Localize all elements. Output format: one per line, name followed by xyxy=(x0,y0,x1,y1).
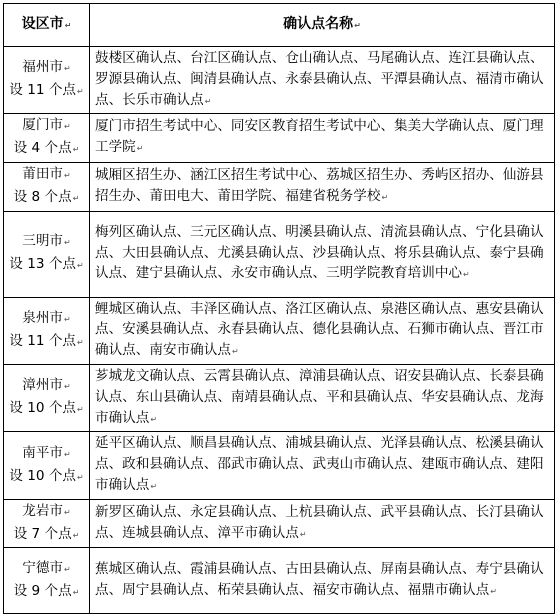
sites-list: 芗城龙文确认点、云霄县确认点、漳浦县确认点、诏安县确认点、长泰县确认点、东山县确认点、南靖县确认点、平和县确认点、华安县确认点、龙海市确认点 xyxy=(95,367,544,426)
sites-list: 蕉城区确认点、霞浦县确认点、古田县确认点、屏南县确认点、寿宁县确认点、周宁县确认点、柘荣县确认点、福安市确认点、福鼎市确认点 xyxy=(95,561,544,598)
paragraph-mark-icon: ↵ xyxy=(72,193,80,203)
sites-cell xyxy=(90,548,555,614)
paragraph-mark-icon: ↵ xyxy=(77,261,84,271)
city-name: 莆田市 xyxy=(22,165,64,182)
sites-cell xyxy=(90,297,555,364)
paragraph-mark-icon: ↵ xyxy=(136,144,144,154)
site-count: 设 10 个点 xyxy=(9,400,77,417)
city-name: 三明市 xyxy=(22,233,64,250)
paragraph-mark-icon: ↵ xyxy=(72,530,80,540)
paragraph-mark-icon: ↵ xyxy=(463,270,470,280)
site-count: 设 11 个点 xyxy=(9,332,77,349)
header-city-label: 设区市 xyxy=(21,15,64,32)
table-row xyxy=(4,499,555,548)
paragraph-mark-icon: ↵ xyxy=(354,20,361,30)
paragraph-mark-icon: ↵ xyxy=(72,587,80,597)
table-row xyxy=(4,432,555,499)
site-count: 设 13 个点 xyxy=(9,256,77,273)
paragraph-mark-icon: ↵ xyxy=(64,20,72,30)
city-name: 龙岩市 xyxy=(22,502,64,519)
site-count: 设 9 个点 xyxy=(13,582,72,599)
sites-cell xyxy=(90,432,555,499)
paragraph-mark-icon: ↵ xyxy=(77,87,84,97)
paragraph-mark-icon: ↵ xyxy=(64,565,71,575)
sites-cell xyxy=(90,364,555,431)
header-sites-cell xyxy=(90,4,555,47)
city-name: 泉州市 xyxy=(22,309,64,326)
city-cell xyxy=(4,297,90,364)
sites-list: 梅列区确认点、三元区确认点、明溪县确认点、清流县确认点、宁化县确认点、大田县确认点、尤溪县确认点、沙县确认点、将乐县确认点、泰宁县确认点、建宁县确认点、永安市确认点、三明学院教育培训中心 xyxy=(95,223,544,282)
sites-list: 厦门市招生考试中心、同安区教育招生考试中心、集美大学确认点、厦门理工学院 xyxy=(95,118,544,156)
paragraph-mark-icon: ↵ xyxy=(64,449,71,459)
city-cell xyxy=(4,114,90,163)
paragraph-mark-icon: ↵ xyxy=(64,382,71,392)
paragraph-mark-icon: ↵ xyxy=(64,64,71,74)
city-name: 宁德市 xyxy=(22,560,64,577)
header-city-cell xyxy=(4,4,90,47)
city-name: 福州市 xyxy=(22,59,64,76)
paragraph-mark-icon: ↵ xyxy=(77,337,84,347)
paragraph-mark-icon: ↵ xyxy=(64,170,71,180)
table-row xyxy=(4,211,555,297)
site-count: 设 7 个点 xyxy=(13,525,72,542)
header-row xyxy=(4,4,555,47)
site-count: 设 11 个点 xyxy=(9,82,77,99)
sites-list: 鲤城区确认点、丰泽区确认点、洛江区确认点、泉港区确认点、惠安县确认点、安溪县确认点、永春县确认点、德化县确认点、石狮市确认点、晋江市确认点、南安市确认点 xyxy=(95,300,544,359)
paragraph-mark-icon: ↵ xyxy=(204,96,212,106)
site-count: 设 4 个点 xyxy=(13,140,72,157)
table-row xyxy=(4,162,555,211)
table-row xyxy=(4,548,555,614)
sites-cell xyxy=(90,499,555,548)
table-row xyxy=(4,114,555,163)
table-row xyxy=(4,297,555,364)
paragraph-mark-icon: ↵ xyxy=(381,192,389,202)
sites-list: 延平区确认点、顺昌县确认点、浦城县确认点、光泽县确认点、松溪县确认点、政和县确认点、邵武市确认点、武夷山市确认点、建瓯市确认点、建阳市确认点 xyxy=(95,435,544,493)
confirmation-sites-table xyxy=(3,3,555,614)
paragraph-mark-icon: ↵ xyxy=(77,405,84,415)
sites-list: 鼓楼区确认点、台江区确认点、仓山确认点、马尾确认点、连江县确认点、罗源县确认点、闽清县确认点、永泰县确认点、平潭县确认点、福清市确认点、长乐市确认点 xyxy=(95,50,544,108)
table-row xyxy=(4,364,555,431)
sites-cell xyxy=(90,114,555,163)
city-cell xyxy=(4,162,90,211)
paragraph-mark-icon: ↵ xyxy=(64,314,71,324)
sites-cell xyxy=(90,47,555,114)
paragraph-mark-icon: ↵ xyxy=(150,481,158,491)
paragraph-mark-icon: ↵ xyxy=(64,238,71,248)
city-cell xyxy=(4,47,90,114)
sites-cell xyxy=(90,211,555,297)
paragraph-mark-icon: ↵ xyxy=(77,472,84,482)
paragraph-mark-icon: ↵ xyxy=(231,347,239,357)
paragraph-mark-icon: ↵ xyxy=(72,145,80,155)
city-cell xyxy=(4,548,90,614)
site-count: 设 8 个点 xyxy=(13,188,72,205)
city-cell xyxy=(4,432,90,499)
sites-list: 新罗区确认点、永定县确认点、上杭县确认点、武平县确认点、长汀县确认点、连城县确认点、漳平市确认点 xyxy=(95,503,544,541)
city-name: 南平市 xyxy=(22,444,64,461)
city-cell xyxy=(4,364,90,431)
header-sites-label: 确认点名称 xyxy=(283,15,354,32)
city-name: 漳州市 xyxy=(22,377,64,394)
paragraph-mark-icon: ↵ xyxy=(299,529,307,539)
paragraph-mark-icon: ↵ xyxy=(64,122,71,132)
city-name: 厦门市 xyxy=(22,117,64,134)
city-cell xyxy=(4,211,90,297)
paragraph-mark-icon: ↵ xyxy=(64,507,71,517)
city-cell xyxy=(4,499,90,548)
paragraph-mark-icon: ↵ xyxy=(490,586,497,596)
site-count: 设 10 个点 xyxy=(9,467,77,484)
paragraph-mark-icon: ↵ xyxy=(150,414,158,424)
sites-cell xyxy=(90,162,555,211)
sites-list: 城厢区招生办、涵江区招生考试中心、荔城区招生办、秀屿区招办、仙游县招生办、莆田电大、莆田学院、福建省税务学校 xyxy=(95,166,544,204)
table-row xyxy=(4,47,555,114)
